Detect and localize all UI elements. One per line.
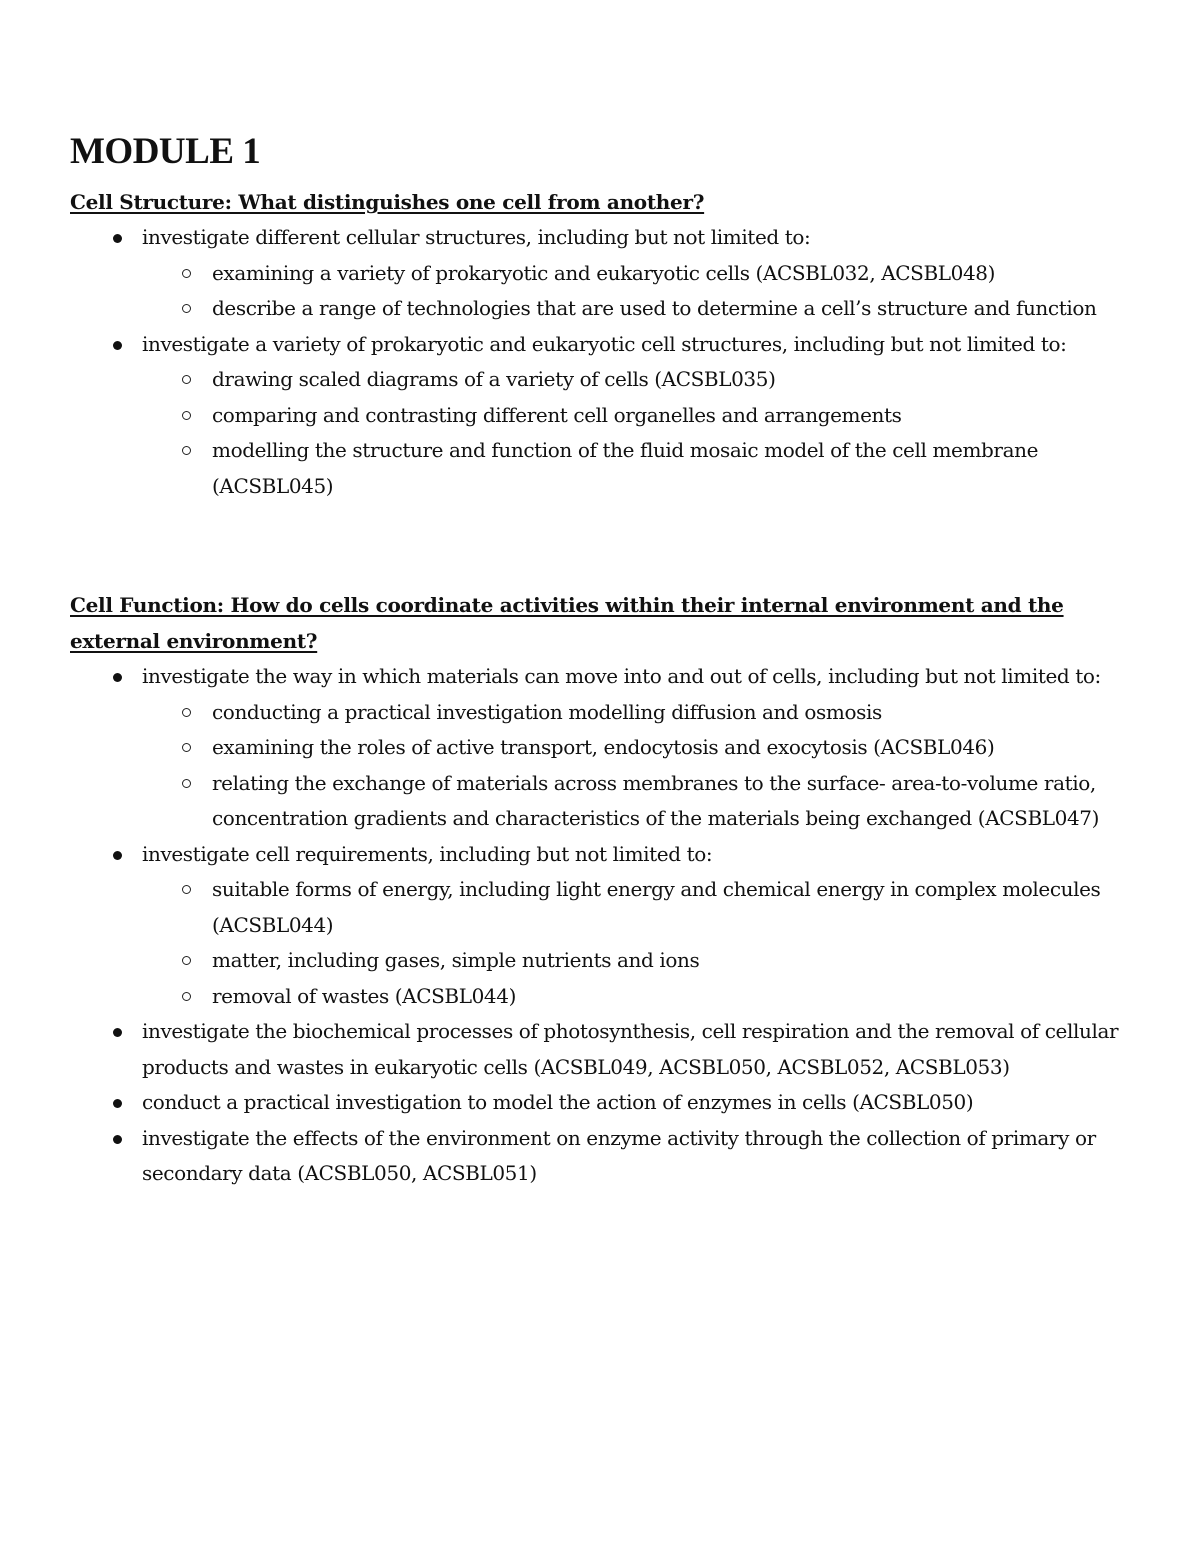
list-item-text: investigate different cellular structures, including but not limited to: [142,225,811,249]
hollow-bullet-icon [182,375,191,384]
hollow-bullet-icon [182,411,191,420]
list-item-text: investigate the biochemical processes of photosynthesis, cell respiration and the removal of cellular products and wastes in eukaryotic cells (ACSBL049, ACSBL050, ACSBL052, ACSBL053) [142,1019,1119,1079]
sub-list-item [72,979,1130,1015]
hollow-bullet-icon [182,779,191,788]
bullet-list [70,220,1130,504]
list-item-text: conduct a practical investigation to model the action of enzymes in cells (ACSBL050) [142,1090,974,1114]
sub-list-item [72,256,1130,292]
hollow-bullet-icon [182,956,191,965]
list-item [70,327,1130,505]
sub-list-item [72,695,1130,731]
filled-bullet-icon [113,1099,122,1108]
sub-list-item-text: examining the roles of active transport, endocytosis and exocytosis (ACSBL046) [212,735,995,759]
sub-list-item [72,433,1130,504]
hollow-bullet-icon [182,992,191,1001]
sub-list-item [72,398,1130,434]
section-cell-structure [70,184,1130,504]
list-item [70,659,1130,837]
list-item [70,220,1130,327]
sub-list-item-text: conducting a practical investigation modelling diffusion and osmosis [212,699,882,724]
hollow-bullet-icon [182,269,191,278]
sub-list-item [72,362,1130,398]
sub-list-item-text: relating the exchange of materials across membranes to the surface- area-to-volume ratio, concentration gradients and characteristics of the materials being exchanged (ACSBL047) [212,770,1099,830]
hollow-bullet-icon [182,743,191,752]
sub-list-item-text: removal of wastes (ACSBL044) [212,983,516,1008]
filled-bullet-icon [113,1135,122,1144]
sub-list-item-text: examining a variety of prokaryotic and eukaryotic cells (ACSBL032, ACSBL048) [212,260,996,285]
list-item [70,1085,1130,1121]
section-cell-function [70,587,1130,1192]
sub-list-item [72,766,1130,837]
filled-bullet-icon [113,234,122,243]
filled-bullet-icon [113,341,122,350]
list-item [70,1014,1130,1085]
list-item-text: investigate the effects of the environment on enzyme activity through the collection of primary or secondary data (ACSBL050, ACSBL051) [142,1125,1096,1185]
list-item-text: investigate cell requirements, including but not limited to: [142,841,713,866]
sub-list [142,695,1130,837]
sub-list-item-text: describe a range of technologies that are used to determine a cell’s structure and function [212,296,1097,320]
sub-list [142,872,1130,1014]
sub-list-item [72,730,1130,766]
hollow-bullet-icon [182,446,191,455]
section-heading: Cell Structure: What distinguishes one cell from another? [70,190,705,214]
sub-list [142,256,1130,327]
hollow-bullet-icon [182,304,191,313]
list-item [70,837,1130,1015]
section-heading: Cell Function: How do cells coordinate activities within their internal environment and the external environment? [70,593,1064,653]
sub-list-item-text: comparing and contrasting different cell organelles and arrangements [212,402,902,427]
sub-list-item-text: suitable forms of energy, including light energy and chemical energy in complex molecules (ACSBL044) [212,877,1101,937]
filled-bullet-icon [113,1028,122,1037]
filled-bullet-icon [113,851,122,860]
sub-list [142,362,1130,504]
sub-list-item [72,872,1130,943]
sub-list-item-text: modelling the structure and function of the fluid mosaic model of the cell membrane (ACSBL045) [212,438,1039,498]
bullet-list [70,659,1130,1192]
list-item-text: investigate the way in which materials can move into and out of cells, including but not limited to: [142,664,1101,688]
sub-list-item-text: drawing scaled diagrams of a variety of cells (ACSBL035) [212,367,776,391]
list-item [70,1121,1130,1192]
filled-bullet-icon [113,673,122,682]
list-item-text: investigate a variety of prokaryotic and eukaryotic cell structures, including but not limited to: [142,331,1067,356]
sub-list-item [72,943,1130,979]
module-title: MODULE 1 [70,131,261,172]
hollow-bullet-icon [182,708,191,717]
sub-list-item-text: matter, including gases, simple nutrients and ions [212,948,700,972]
hollow-bullet-icon [182,885,191,894]
sub-list-item [72,291,1130,327]
